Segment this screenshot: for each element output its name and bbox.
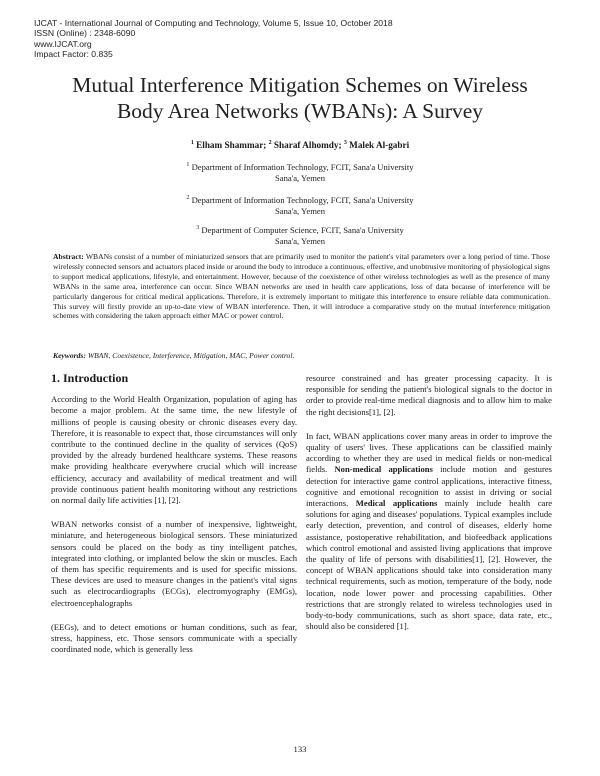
author-name: Sharaf Alhomdy;	[273, 140, 342, 151]
impact-factor: Impact Factor: 0.835	[34, 49, 113, 60]
right-column	[306, 373, 552, 645]
author-name: Elham Shammar;	[196, 140, 267, 151]
page-number: 133	[293, 744, 307, 754]
paper-title: Mutual Interference Mitigation Schemes on Wireless Body Area Networks (WBANs): A Survey	[72, 73, 528, 123]
paragraph: WBAN networks consist of a number of inexpensive, lightweight, miniature, and heterogeneous biological sensors. These miniaturized sensors could be placed on the body as tiny intelligent patches, integrated into clothing, or implanted below the skin or muscles. Each of them has specific requirements and is used for specific missions. These devices are used to measure changes in the patient's vital signs such as electrocardiographs (ECGs), electromyography (EMGs), electroencephalographs	[51, 519, 297, 608]
left-column	[51, 373, 297, 668]
author-list: $^1$ Elham Shammar; $^2$ Sharaf Alhomdy; $^3$ Malek Al-gabri	[190, 140, 410, 151]
journal-header	[34, 18, 393, 60]
affiliation-2: $^2$ Department of Information Technology, FCIT, Sana'a University Sana'a, Yemen	[186, 194, 414, 216]
affiliation-3: $^3$ Department of Computer Science, FCIT, Sana'a University Sana'a, Yemen	[196, 224, 404, 246]
issn: ISSN (Online) : 2348-6090	[34, 28, 136, 39]
paragraph: According to the World Health Organization, population of aging has become a major problem. At the same time, the new lifestyle of millions of people is causing obesity or chronic diseases every day. Therefore, it is reasonable to expect that, those circumstances will only contribute to the continued decline in the quality of services (QoS) provided by the already burdened healthcare systems. These reasons make providing healthcare everywhere crucial which will increase efficiency, accuracy and availability of medical treatment and will provide continuous patient health monitoring without any restrictions on normal daily life activities [1], [2].	[51, 394, 297, 506]
abstract-label: Abstract:	[53, 252, 84, 261]
paragraph: (EEGs), and to detect emotions or human conditions, such as fear, stress, happiness, etc. Those sensors communicate with a specially coordinated node, which is generally less	[51, 621, 297, 655]
journal-name: IJCAT - International Journal of Computing and Technology, Volume 5, Issue 10, October 2018	[34, 18, 393, 28]
abstract-text: WBANs consist of a number of miniaturized sensors that are primarily used to monitor the patient's vital parameters over a long period of time. Those wirelessly connected sensors and actuators placed inside or around the body to introduce a continuous, effective, and unobtrusive monitoring of physiological signs to support medical applications, lifestyle, and entertainment. However, because of the coexistence of other wireless technologies as well as the presence of many WBANs in the same area, interference can occur. Since WBAN networks are used in health care applications, loss of data because of interference will be particularly dangerous for critical medical applications. Therefore, it is extremely important to mitigate this interference to ensure reliable data communication. This survey will firstly provide an up-to-date view of WBAN interference. Then, it will introduce a comparative study on the mutual interference mitigation schemes with considering the taken approach either MAC or power control.	[53, 252, 550, 321]
author-name: Malek Al-gabri	[349, 140, 410, 151]
journal-website: www.IJCAT.org	[34, 38, 92, 49]
keywords-text: WBAN, Coexistence, Interference, Mitigation, MAC, Power control.	[87, 351, 295, 360]
abstract	[53, 252, 550, 321]
keywords-label: Keywords:	[53, 351, 86, 360]
keywords	[53, 351, 550, 361]
affiliation-1: $^1$ Department of Information Technology, FCIT, Sana'a University Sana'a, Yemen	[186, 161, 414, 183]
paragraph: In fact, WBAN applications cover many areas in order to improve the quality of users' lives. These applications can be classified mainly according to whether they are used in medical fields or non-medical fields. Non-medical applications include motion and gestures detection for interactive game control applications, interactive fitness, cognitive and emotional recognition to assist in driving or social interactions. Medical applications mainly include health care solutions for aging and diseases' populations. Typical examples include early detection, prevention, and control of diseases, elderly home assistance, postoperative rehabilitation, and biofeedback applications which control emotional and assisted living applications that improve the quality of life of persons with disabilities[1], [2]. However, the concept of WBAN applications should take into consideration many technical requirements, such as motion, temperature of the body, node location, node lower power and processing capabilities. Other restrictions that are strongly related to wireless technologies used in body-to-body communications, such as short space, data rate, etc., should also be considered [1].	[306, 430, 553, 632]
paragraph: resource constrained and has greater processing capacity. It is responsible for sending the patient's biological signals to the doctor in order to provide real-time medical diagnosis and to allow him to make the right decisions[1], [2].	[306, 373, 552, 417]
section-heading: 1. Introduction	[51, 371, 129, 385]
